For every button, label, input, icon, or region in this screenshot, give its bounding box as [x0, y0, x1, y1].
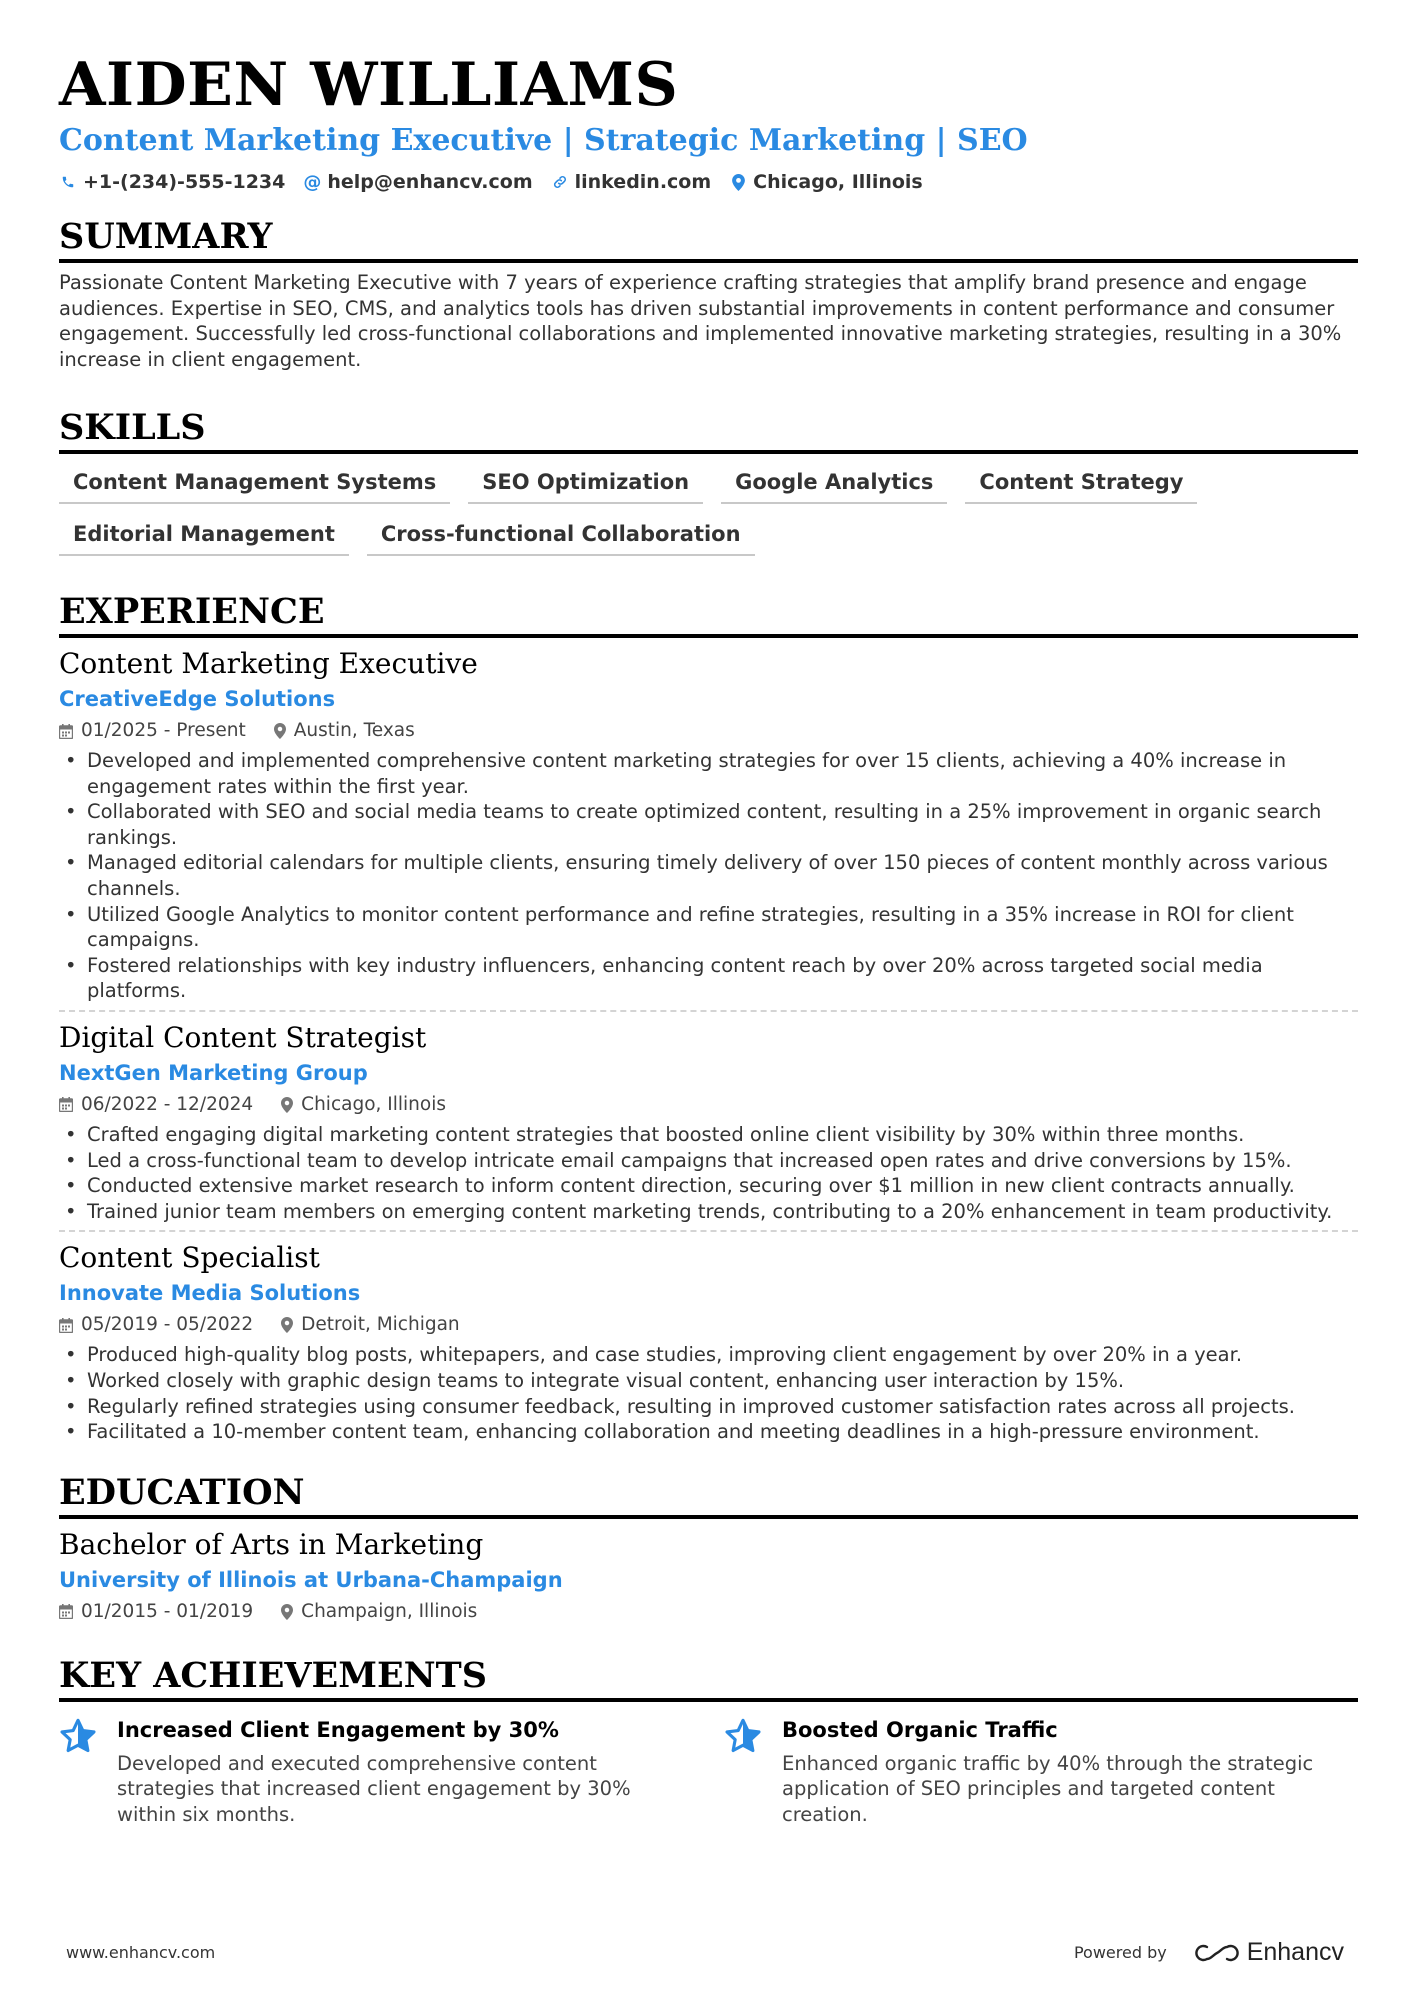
experience-entry — [59, 1020, 1358, 1232]
education-location: Champaign, Illinois — [301, 1600, 478, 1622]
job-meta — [59, 719, 1358, 743]
footer — [66, 1938, 1344, 1967]
bullet-item: • Trained junior team members on emerging content marketing trends, contributing to a 20% enhancement in team productivity. — [87, 1199, 1358, 1225]
achievement-description: Developed and executed comprehensive content strategies that increased client engagement by 30% within six months. — [117, 1751, 631, 1826]
bullet-item: • Managed editorial calendars for multiple clients, ensuring timely delivery of over 150 pieces of content monthly across various channels. — [87, 850, 1358, 901]
company-name[interactable]: NextGen Marketing Group — [59, 1060, 368, 1085]
job-bullets — [59, 1122, 1358, 1224]
skills-heading: SKILLS — [59, 406, 1358, 454]
achievement-item — [59, 1716, 679, 1828]
entry-divider — [59, 1010, 1358, 1012]
skills-list — [59, 464, 1358, 568]
job-bullets — [59, 748, 1358, 1004]
education-heading: EDUCATION — [59, 1471, 1358, 1519]
job-title: Content Marketing Executive — [59, 647, 478, 680]
skill-tag: Cross-functional Collaboration — [367, 516, 755, 556]
candidate-name: AIDEN WILLIAMS — [59, 50, 679, 120]
powered-by-label: Powered by — [1073, 1943, 1167, 1962]
achievement-item — [724, 1716, 1344, 1828]
achievement-description: Enhanced organic traffic by 40% through the strategic application of SEO principles and targeted content creation. — [782, 1751, 1314, 1826]
education-entry — [59, 1527, 1358, 1624]
resume-content — [59, 50, 1358, 1827]
contact-email-text: help@enhancv.com — [327, 171, 533, 193]
job-dates: 06/2022 - 12/2024 — [81, 1093, 254, 1115]
job-title: Digital Content Strategist — [59, 1020, 427, 1054]
job-meta — [59, 1093, 1358, 1117]
company-name[interactable]: Innovate Media Solutions — [59, 1281, 361, 1306]
location-icon — [281, 1097, 293, 1113]
achievements-heading: KEY ACHIEVEMENTS — [59, 1654, 1358, 1702]
education-dates: 01/2015 - 01/2019 — [81, 1600, 254, 1622]
phone-icon — [59, 175, 77, 189]
star-icon — [59, 1718, 97, 1828]
bullet-item: • Collaborated with SEO and social media teams to create optimized content, resulting in a 25% improvement in organic search rankings. — [87, 799, 1358, 850]
skill-tag: SEO Optimization — [468, 464, 703, 504]
skill-tag: Google Analytics — [721, 464, 947, 504]
footer-url[interactable]: www.enhancv.com — [66, 1943, 216, 1962]
job-bullets — [59, 1342, 1358, 1444]
summary-heading: SUMMARY — [59, 215, 1358, 263]
calendar-icon — [59, 1604, 73, 1619]
contact-linkedin[interactable] — [551, 171, 712, 193]
achievement-title: Boosted Organic Traffic — [782, 1717, 1058, 1742]
enhancv-logo[interactable] — [1193, 1938, 1344, 1967]
job-location: Detroit, Michigan — [301, 1314, 460, 1336]
contact-phone[interactable] — [59, 171, 285, 193]
job-location: Austin, Texas — [293, 720, 415, 741]
job-meta — [59, 1313, 1358, 1337]
headline: Content Marketing Executive | Strategic Marketing | SEO — [59, 123, 1028, 158]
achievement-title: Increased Client Engagement by 30% — [117, 1717, 559, 1742]
contact-linkedin-text: linkedin.com — [574, 171, 712, 193]
brand-name: Enhancv — [1246, 1938, 1344, 1966]
experience-heading: EXPERIENCE — [59, 590, 1358, 638]
location-icon — [281, 1604, 293, 1620]
calendar-icon — [59, 724, 73, 739]
job-dates: 01/2025 - Present — [81, 720, 246, 741]
skill-tag: Content Management Systems — [59, 464, 450, 504]
job-dates: 05/2019 - 05/2022 — [81, 1314, 254, 1336]
degree-title: Bachelor of Arts in Marketing — [59, 1527, 484, 1561]
contact-email[interactable] — [303, 171, 532, 193]
job-title: Content Specialist — [59, 1241, 320, 1275]
at-icon: @ — [303, 171, 322, 193]
company-name[interactable]: CreativeEdge Solutions — [59, 687, 336, 711]
bullet-item: • Conducted extensive market research to inform content direction, securing over $1 million in new client contracts annually. — [87, 1173, 1358, 1199]
enhancv-logo-icon — [1193, 1941, 1241, 1965]
skill-tag: Editorial Management — [59, 516, 349, 556]
entry-divider — [59, 1230, 1358, 1232]
star-icon — [724, 1718, 762, 1828]
school-name[interactable]: University of Illinois at Urbana-Champaign — [59, 1567, 563, 1592]
bullet-item: • Worked closely with graphic design teams to integrate visual content, enhancing user interaction by 15%. — [87, 1368, 1358, 1394]
bullet-item: • Developed and implemented comprehensive content marketing strategies for over 15 clients, achieving a 40% increase in engagement rates within the first year. — [87, 748, 1358, 799]
calendar-icon — [59, 1097, 73, 1112]
location-icon — [729, 174, 747, 191]
summary-text: Passionate Content Marketing Executive with 7 years of experience crafting strategies that amplify brand presence and engage audiences. Expertise in SEO, CMS, and analytics tools has driven substantial improvements in content performance and consumer engagement. Successfully led cross-functional collaborations and implemented innovative marketing strategies, resulting in a 30% increase in client engagement. — [59, 271, 1342, 371]
calendar-icon — [59, 1318, 73, 1333]
bullet-item: • Regularly refined strategies using consumer feedback, resulting in improved customer satisfaction rates across all projects. — [87, 1394, 1358, 1420]
bullet-item: • Facilitated a 10-member content team, enhancing collaboration and meeting deadlines in a high-pressure environment. — [87, 1419, 1358, 1445]
skill-tag: Content Strategy — [965, 464, 1197, 504]
bullet-item: • Fostered relationships with key industry influencers, enhancing content reach by over 20% across targeted social media platforms. — [87, 953, 1358, 1004]
education-meta — [59, 1600, 1358, 1624]
bullet-item: • Crafted engaging digital marketing content strategies that boosted online client visibility by 30% within three months. — [87, 1122, 1358, 1148]
experience-entry — [59, 1240, 1358, 1444]
contact-location — [729, 171, 923, 193]
bullet-item: • Led a cross-functional team to develop intricate email campaigns that increased open rates and drive conversions by 15%. — [87, 1148, 1358, 1174]
contact-bar — [59, 171, 1358, 193]
link-icon — [551, 174, 569, 190]
job-location: Chicago, Illinois — [301, 1093, 446, 1115]
location-icon — [274, 723, 286, 739]
footer-branding — [1074, 1938, 1344, 1967]
bullet-item: • Produced high-quality blog posts, whitepapers, and case studies, improving client engagement by over 20% in a year. — [87, 1342, 1358, 1368]
contact-phone-text: +1-(234)-555-1234 — [83, 171, 286, 193]
achievements-list — [59, 1716, 1358, 1828]
location-icon — [281, 1317, 293, 1333]
bullet-item: • Utilized Google Analytics to monitor content performance and refine strategies, resulting in a 35% increase in ROI for client campaigns. — [87, 902, 1358, 953]
experience-entry — [59, 646, 1358, 1012]
contact-location-text: Chicago, Illinois — [753, 171, 923, 193]
